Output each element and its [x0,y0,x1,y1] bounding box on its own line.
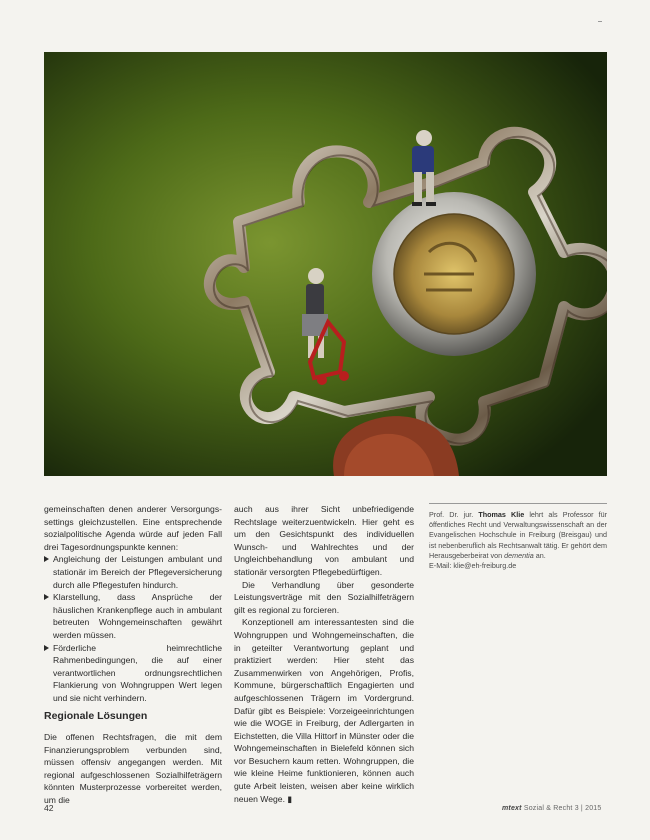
list-item: Förderliche heimrechtliche Rahmenbedingungen, die auf einer verantwortlichen ordnungsrechtlichen Flankierung von Wohngruppen Wert legen und sie nicht verhindern. [44,642,222,705]
author-description-end: an. [535,550,546,560]
agenda-list [44,553,222,704]
column-1-outro: Die offenen Rechtsfragen, die mit dem Finanzierungsproblem verbunden sind, müssen offensiv angegangen werden. Mit regional aufgeschlossenen Sozialhilfeträgern könnten Musterprozesse vorbereitet werden, um die [44,732,222,805]
page-footer [502,805,601,812]
page-number: 42 [44,803,54,813]
euro-coin-icon [372,192,536,356]
author-description: lehrt als Professor für öffentliches Recht und Verwaltungswissenschaft an der Evangelischen Hochschule in Freiburg (Breisgau) und ist nebenberuflich als Rechtsanwalt tätig. Er gehört dem Herausgeberbeirat von [429,510,607,560]
bio-rule [429,503,607,504]
column-1-continued [44,731,222,807]
author-email: E-Mail: klie@eh-freiburg.de [429,561,517,571]
footer-issue: Sozial & Recht 3 | 2015 [523,805,602,812]
list-item: Angleichung der Leistungen ambulant und stationär im Bereich der Pflegeversicherung durch alle Pflegestufen hindurch. [44,553,222,591]
column-2-paragraph-2: Die Verhandlung über gesonderte Leistungsverträge mit den Sozialhilfeträgern gilt es regional zu forcieren. [234,579,414,615]
corner-mark [598,21,602,22]
footer-brand: mtext [502,805,522,812]
column-1 [44,503,222,705]
author-title: Prof. Dr. jur. [429,510,474,519]
author-bio [429,510,607,571]
photo-illustration [44,52,607,476]
author-name: Thomas Klie [478,510,525,519]
column-2-paragraph-1: auch aus ihrer Sicht unbefriedigende Rechtslage weiterzuentwickeln. Hier geht es um den Gesichtspunkt des individuellen Wunsch- und Wahlrechtes und der Ungleichbehandlung von ambulant und stationär versorgten Pflegebedürftigen. [234,504,414,577]
journal-name: dementia [504,550,534,560]
column-2 [234,503,414,805]
article-photo [44,52,607,476]
list-item: Klarstellung, dass Ansprüche der häuslichen Krankenpflege auch in ambulant betreuten Wohngemeinschaften gewährt werden müssen. [44,591,222,641]
section-heading: Regionale Lösungen [44,710,148,722]
column-1-intro: gemeinschaften denen anderer Versorgungssettings gleichzustellen. Eine entsprechende sozialpolitische Agenda würde auf jeden Fall drei Tagesordnungspunkte kennen: [44,504,222,552]
column-2-paragraph-3: Konzeptionell am interessantesten sind die Wohngruppen und Wohngemeinschaften, die in geteilter Verantwortung geplant und praktiziert werden: Hier steht das Zusammenwirken von Angehörigen, Profis, Kommune, bürgerschaftlich Engagierten und aufgeschlossenen Trägern im Vordergrund. Dafür gibt es Beispiele: Vorzeigeeinrichtungen wie die WOGE in Freiburg, der Adlergarten in Eichstetten, die Villa Hittorf in Münster oder die Wohngemeinschaften in Bielefeld können sich vor Besuchern kaum retten. Wohngruppen, die wie kleine Heime funktionieren, können auch gute Arbeit leisten, weisen aber keine wirklich neuen Wege. ▮ [234,617,414,804]
